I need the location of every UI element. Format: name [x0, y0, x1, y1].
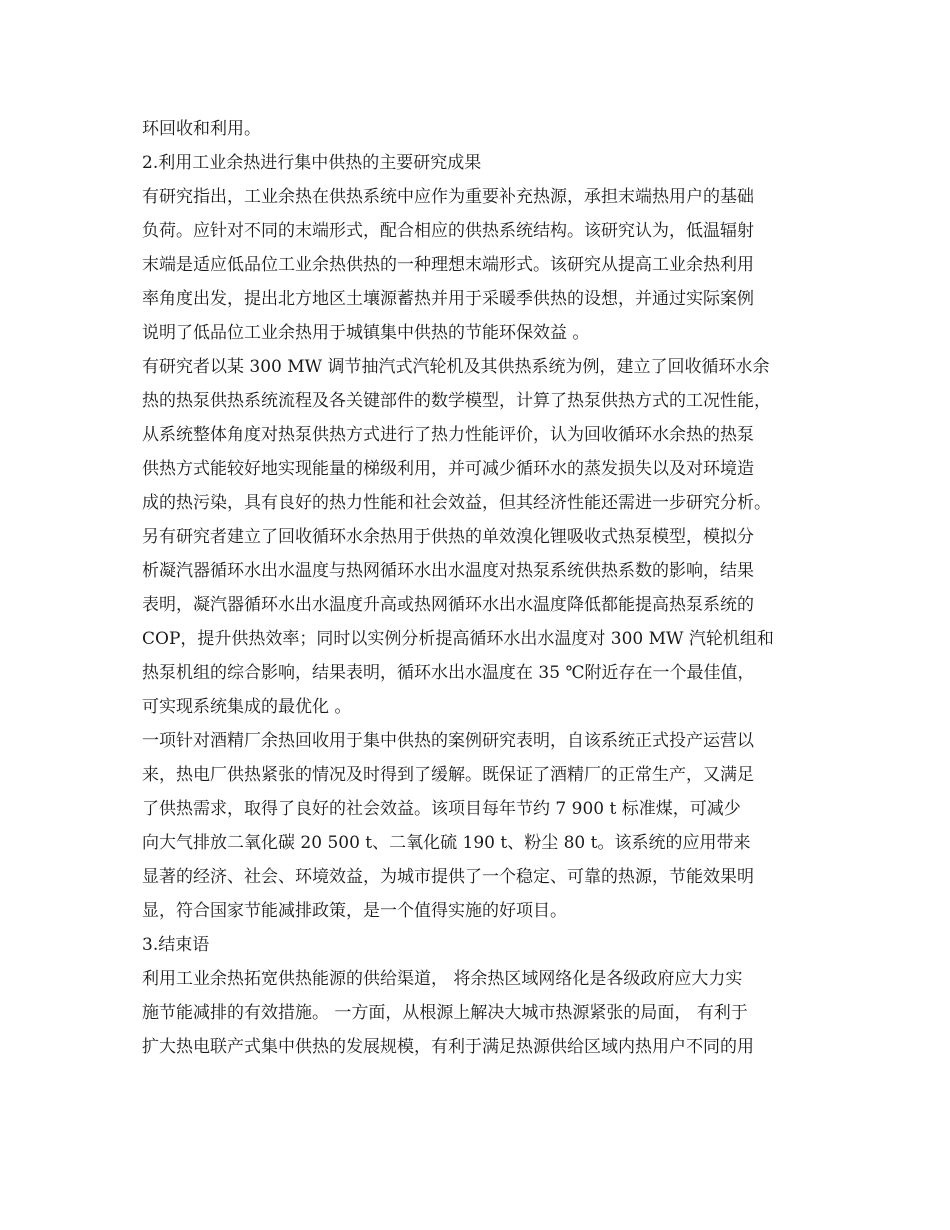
paragraph-line: 有研究者以某 300 MW 调节抽汽式汽轮机及其供热系统为例，建立了回收循环水余: [142, 357, 770, 377]
paragraph-line: 施节能减排的有效措施。 一方面，从根源上解决大城市热源紧张的局面， 有利于: [142, 1003, 748, 1023]
paragraph-line: 扩大热电联产式集中供热的发展规模，有利于满足热源供给区域内热用户不同的用: [142, 1037, 754, 1057]
paragraph-line: 从系统整体角度对热泵供热方式进行了热力性能评价，认为回收循环水余热的热泵: [142, 425, 754, 445]
paragraph-line: 显著的经济、社会、环境效益，为城市提供了一个稳定、可靠的热源，节能效果明: [142, 867, 754, 887]
paragraph-line: 热的热泵供热系统流程及各关键部件的数学模型，计算了热泵供热方式的工况性能，: [142, 391, 771, 411]
paragraph-line: 率角度出发，提出北方地区土壤源蓄热并用于采暖季供热的设想，并通过实际案例: [142, 289, 754, 309]
paragraph-line: 利用工业余热拓宽供热能源的供给渠道， 将余热区域网络化是各级政府应大力实: [142, 969, 743, 989]
paragraph-line: COP，提升供热效率；同时以实例分析提高循环水出水温度对 300 MW 汽轮机组和: [142, 629, 774, 649]
paragraph-line: 了供热需求，取得了良好的社会效益。该项目每年节约 7 900 t 标准煤，可减少: [142, 799, 741, 819]
paragraph-line: 表明，凝汽器循环水出水温度升高或热网循环水出水温度降低都能提高热泵系统的: [142, 595, 754, 615]
paragraph-line: 成的热污染，具有良好的热力性能和社会效益，但其经济性能还需进一步研究分析。: [142, 493, 771, 513]
paragraph-line: 可实现系统集成的最优化 。: [142, 697, 352, 717]
document-body: [142, 112, 810, 1064]
section-heading-2: 2.利用工业余热进行集中供热的主要研究成果: [142, 153, 482, 173]
section-heading-3: 3.结束语: [142, 935, 210, 955]
paragraph-line: 向大气排放二氧化碳 20 500 t、二氧化硫 190 t、粉尘 80 t。该系统的应用带来: [142, 833, 751, 853]
paragraph-line: 析凝汽器循环水出水温度与热网循环水出水温度对热泵系统供热系数的影响，结果: [142, 561, 754, 581]
paragraph-line: 供热方式能较好地实现能量的梯级利用，并可减少循环水的蒸发损失以及对环境造: [142, 459, 754, 479]
paragraph-line: 末端是适应低品位工业余热供热的一种理想末端形式。该研究从提高工业余热利用: [142, 255, 754, 275]
paragraph-line: 显，符合国家节能减排政策，是一个值得实施的好项目。: [142, 901, 567, 921]
paragraph-line: 负荷。应针对不同的末端形式，配合相应的供热系统结构。该研究认为，低温辐射: [142, 221, 754, 241]
paragraph-line: 另有研究者建立了回收循环水余热用于供热的单效溴化锂吸收式热泵模型，模拟分: [142, 527, 754, 547]
paragraph-line: 说明了低品位工业余热用于城镇集中供热的节能环保效益 。: [142, 323, 590, 343]
paragraph-line: 一项针对酒精厂余热回收用于集中供热的案例研究表明，自该系统正式投产运营以: [142, 731, 754, 751]
paragraph-line: 热泵机组的综合影响，结果表明，循环水出水温度在 35 ℃附近存在一个最佳值，: [142, 663, 755, 683]
paragraph-line: 有研究指出，工业余热在供热系统中应作为重要补充热源，承担末端热用户的基础: [142, 187, 754, 207]
paragraph-line: 环回收和利用。: [142, 119, 261, 139]
paragraph-line: 来，热电厂供热紧张的情况及时得到了缓解。既保证了酒精厂的正常生产，又满足: [142, 765, 754, 785]
